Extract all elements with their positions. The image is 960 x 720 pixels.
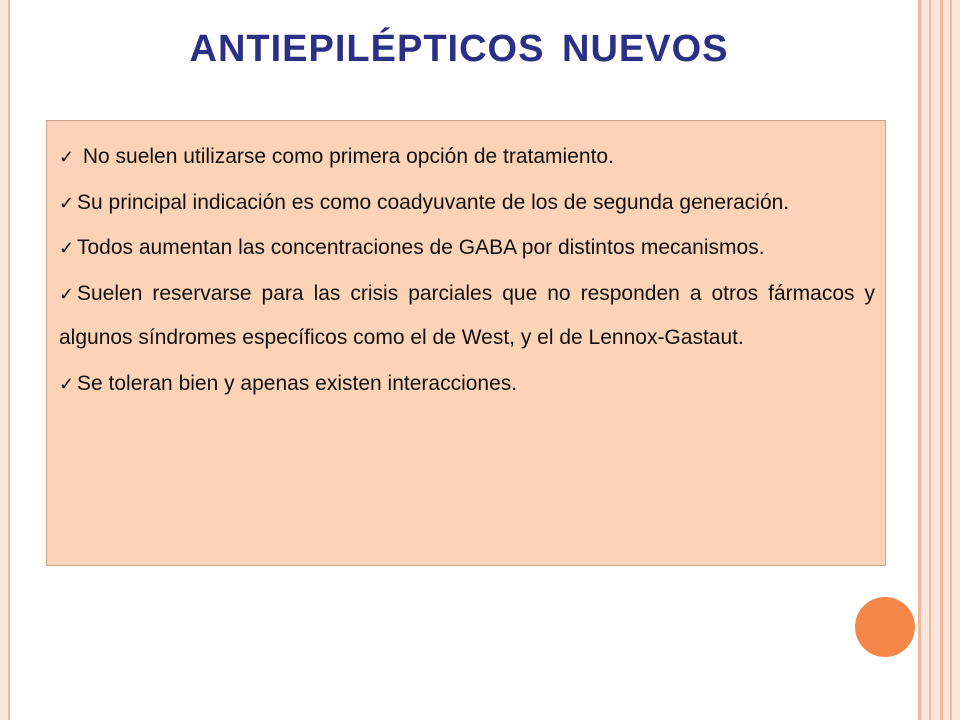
- check-icon: ✓: [59, 147, 75, 167]
- right-frame-stripe: [929, 0, 931, 720]
- right-frame-stripe: [950, 0, 952, 720]
- check-icon: ✓: [59, 238, 75, 258]
- left-frame-band: [0, 0, 8, 720]
- left-frame-line: [8, 0, 10, 720]
- check-icon: ✓: [59, 192, 75, 213]
- bullet-item: [59, 135, 875, 180]
- bullet-item: [59, 226, 875, 271]
- bullet-text: Todos aumentan las concentraciones de GABA por distintos mecanismos.: [77, 236, 765, 259]
- bullet-item: [59, 272, 875, 361]
- bullet-list: [59, 135, 875, 406]
- bullet-text: Se toleran bien y apenas existen interacciones.: [77, 371, 518, 395]
- content-box: [46, 120, 886, 566]
- decorative-circle: [855, 597, 915, 657]
- check-icon: ✓: [59, 373, 75, 394]
- slide-title: ANTIEPILÉPTICOS NUEVOS: [189, 28, 729, 70]
- bullet-item: [59, 362, 875, 407]
- bullet-item: [59, 181, 875, 226]
- bullet-text: No suelen utilizarse como primera opción de tratamiento.: [77, 145, 614, 168]
- right-frame: [918, 0, 960, 720]
- right-frame-stripe: [940, 0, 943, 720]
- right-frame-stripe: [918, 0, 921, 720]
- bullet-text: Suelen reservarse para las crisis parciales que no responden a otros fármacos y algunos síndromes específicos como el de West, y el de Lennox-Gastaut.: [59, 281, 875, 349]
- check-icon: ✓: [59, 283, 75, 304]
- bullet-text: Su principal indicación es como coadyuvante de los de segunda generación.: [77, 190, 790, 214]
